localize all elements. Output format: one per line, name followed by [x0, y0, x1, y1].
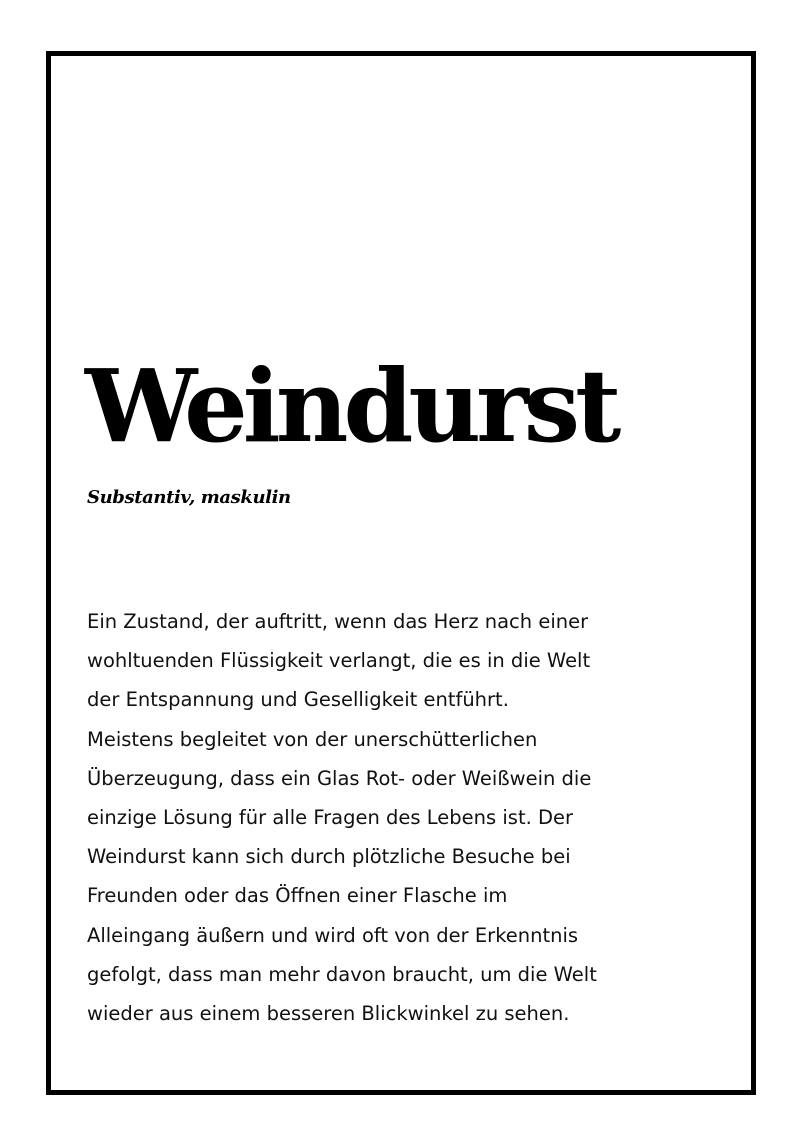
definition-line: der Entspannung und Geselligkeit entführt. — [87, 688, 509, 712]
headword-title: Weindurst — [85, 347, 617, 465]
poster-frame — [46, 51, 756, 1095]
definition-line: wohltuenden Flüssigkeit verlangt, die es in die Welt — [87, 649, 591, 673]
definition-line: Überzeugung, dass ein Glas Rot- oder Weißwein die — [87, 766, 592, 790]
definition-text — [87, 602, 727, 1033]
definition-line: gefolgt, dass man mehr davon braucht, um die Welt — [87, 962, 597, 986]
definition-line: Freunden oder das Öffnen einer Flasche im — [87, 884, 508, 908]
definition-line: einzige Lösung für alle Fragen des Lebens ist. Der — [87, 806, 574, 830]
definition-line: Meistens begleitet von der unerschütterlichen — [87, 727, 538, 751]
definition-line: wieder aus einem besseren Blickwinkel zu sehen. — [87, 1002, 570, 1026]
part-of-speech-label: Substantiv, maskulin — [87, 487, 291, 508]
definition-line: Ein Zustand, der auftritt, wenn das Herz nach einer — [87, 610, 589, 633]
definition-line: Alleingang äußern und wird oft von der Erkenntnis — [87, 923, 579, 947]
definition-line: Weindurst kann sich durch plötzliche Besuche bei — [87, 845, 571, 869]
